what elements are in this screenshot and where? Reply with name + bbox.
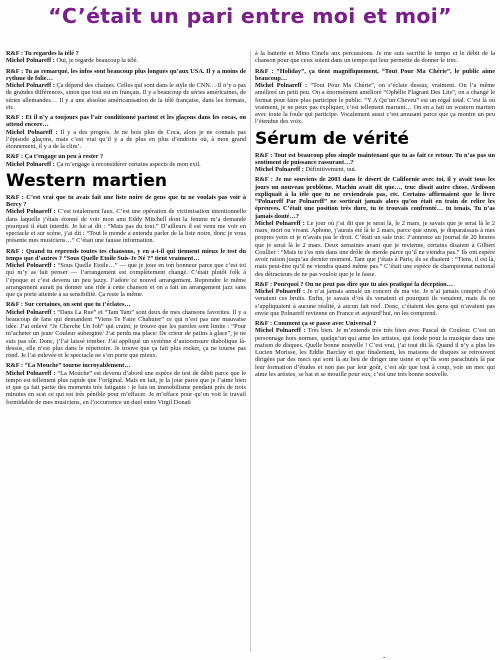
section-heading: Sérum de vérité [255, 128, 409, 149]
end-mark: . [383, 650, 386, 660]
question: R&F : Ça t’engage un peu à rester ? [6, 153, 104, 161]
qa-block [6, 50, 246, 65]
answer: Il y a des progrès. Je ne bois plus de Coca, alors je ne connais pas l’épisode glaçons, mais c’est vrai qu’il y a de plus en plus d’endroits où, à mon grand étonnement, il y a de la clim’. [6, 128, 246, 150]
question: R&F : Comment ça se passe avec Universal ? [255, 320, 377, 327]
speaker-label: Michel Polnareff : [255, 82, 308, 89]
qa-block [255, 68, 495, 126]
speaker-label: Michel Polnareff : [6, 369, 56, 377]
question: R&F : Tu regardes la télé ? [6, 50, 79, 57]
speaker-label: Michel Polnareff : [255, 219, 305, 227]
qa-block [6, 362, 246, 406]
question: R&F : C’est vrai que tu avais fait une liste noire de gens que tu ne voulais pas voir à Bercy ? [6, 193, 246, 208]
answer: “La Mouche” est devenu d’abord une espèce de test de débit parce que le tempo est tellement plus rapide que l’original. Mais en fait, je la joue parce que je l’aime bien et que ça fait partie des moments très fatigants : je fais un immobilisme pendant près de trois minutes en scat ce qui est très pénible pour m’effacer. Je m’efface pour qu’on voit le travail formidable de mes musiciens, en l’occurrence un duel entre Virgil Donati [6, 369, 246, 406]
qa-block [6, 114, 246, 150]
speaker-label: Michel Polnareff : [6, 308, 56, 316]
question: R&F : Tout est beaucoup plus simple maintenant que tu as fait ce retour. Tu n’as pas un sentiment de puissance rassurant…? [255, 151, 495, 166]
answer: Le jour où j’ai dit que je serai là, le 2 mars, je savais que je serai là le 2 mars, mort ou vivant. Aphone, j’aurais été là le 2 mars, parce que sinon, je disparaissais à mes propres yeux et je n’avais pas le droit. C’était un sale truc. J’annonce au journal de 20 heures que je serai là le 2 mars. Deux semaines avant que je revienne, certains disaient à Gilbert Coullier : “Mais tu t’es mis dans une drôle de merde parce qu’il ne viendra pas.” Ils ont espéré avoir raison jusqu’au dernier moment. Tant que j’étais à Paris, ils se disaient : “Tiens, il est là, mais peut-être qu’il ne viendra quand même pas.” C’était une espèce de championnat national des détracteurs de ne pas vouloir que je le fasse. [255, 219, 495, 278]
qa-block [6, 301, 246, 359]
answer: Définitivement, oui. [305, 166, 357, 173]
qa-block [6, 248, 246, 299]
speaker-label: Michel Polnareff : [6, 128, 58, 136]
speaker-label: Michel Polnareff : [6, 82, 55, 89]
speaker-label: Michel Polnareff : [255, 288, 306, 295]
qa-block [6, 68, 246, 112]
right-column [255, 50, 495, 381]
question: R&F : Et il n’y a toujours pas l’air conditionné partout et les glaçons dans les cocas, on attend encore… [6, 114, 246, 129]
qa-block [6, 153, 246, 168]
answer: Très bien. Je m’entends très très bien avec Pascal de Couleur. C’est un personnage hors normes, quelqu’un qui aime les artistes, qui fonde pour la musique dans une maison de disques. Quelle bonne nouvelle ! C’est vrai, j’ai tout dit là. Quand il n’y a plus les Lucien Morisse, les Eddie Barclay et que finalement, les maisons de disques se retrouvent dirigées par des mecs qui sont là au lieu de diriger une usine et qu’ils sont parachutés là par leur formation d’études et non pas par leur goût, c’est sûr que tout à coup, voir un mec qui aime les artistes, se bat et se mouille pour eux, c’est une très bonne nouvelle. [255, 327, 495, 378]
speaker-label: Michel Polnareff : [6, 262, 56, 269]
continued-answer: à la batterie et Mino Cinelu aux percussions. Je me suis sacrifié le tempo et le débit de la chanson pour que ceux soient dans un tempo qui leur permette de donner le truc. [255, 50, 495, 65]
answer: Oui, je regarde beaucoup la télé. [56, 57, 139, 65]
column-divider [250, 50, 251, 652]
answer: Ça dépend des chaînes. Celles qui sont dans le style de CNN… Il n’y a pas de grandes différences, sinon que tout est en français. Il y a beaucoup de séries américaines, de séries allemandes… Il y a une absolue américanisation de la télé française, dans les formats, etc. [6, 82, 246, 111]
qa-block [6, 194, 246, 245]
question: R&F : Quand tu reprends toutes tes chansons, y en a-t-il qui tiennent mieux le test du temps que d’autres ? “Sous Quelle Etoile Suis-Je Né ?” tient vraiment… [6, 247, 246, 262]
left-column [6, 50, 246, 409]
question: R&F : Tu as remarqué, les infos sont beaucoup plus longues qu’aux USA. Il y a moins de rythme de folie… [6, 67, 246, 82]
speaker-label: Michel Polnareff : [6, 208, 56, 216]
qa-block [255, 320, 495, 378]
speaker-label: Michel Polnareff : [255, 166, 304, 173]
answer: “Dans La Rue” et “Tam Tam” sont deux de mes chansons favorites. Il y a beaucoup de fans qui demandent “Viens Te Faire Chahuter” ce qui n’est pas une mauvaise idée. J’ai enlevé “Je Cherche Un Job” qui craint, je trouve que les paroles sont limite : “Pour m’acheter un jean/ Couleur aubergine/ J’ai perdu ma place/ De crieur de patins à glace”, je ne suis pas sûr. Donc, j’l’ai laissé tomber. J’ai appliqué un système d’autocensure diabolique là-dessus, elle n’est plus dans le répertoire. Je trouve que ça fait plus rocker, ça ne tourne pas rond. Je l’ai enlevée et le spectacle ne s’en porte que mieux. [6, 308, 246, 359]
question: R&F : Pourquoi ? On ne peut pas dire que tu aies pratiqué la déception… [255, 280, 453, 288]
answer: “Tout Pour Ma Chérie”, on s’éclate dessus, vraiment. On l’a même amélioré un petit peu. On a énormément amélioré “Ophélie Flagrant Des Lits”, on a changé le format pour faire plus participer le public. “Y A Qu’un Cheveu” est un régal total. C’est là où vraiment, je ne peux pas expliquer, c’est tellement marrant… On en a fait un western martien avec toute la foule qui participe. Vocalement aussi c’est amusant parce que ça montre un peu l’étendue des voix. [255, 82, 495, 126]
speaker-label: Michel Polnareff : [255, 327, 306, 335]
answer: “Sous Quelle Etoile…” — que je joue en ton honneur parce que c’est toi qui m’y as fait penser — l’arrangement est complètement changé. C’était plutôt folk à l’époque et c’est devenu un peu jazzy. J’adore ce nouvel arrangement. Reprendre le même arrangement aurait pu donner une ride à cette chanson et on a fait un arrangement jazz sans que ça porte atteinte à sa sensibilité. Ça reste la même. [6, 262, 246, 298]
question: R&F : Sur certaines, on sent que tu t’éclates… [6, 301, 131, 309]
question: R&F : Je me souviens de 2003 dans le désert de Californie avec toi, il y avait tous les jours un nouveau problème. Machin avait dit que…, truc disait autre chose, Ardisson expliquait à la télé que tu ne reviendrais pas, etc. Certains affirmaient que le livre “Polnareff Par Polnareff” ne sortirait jamais alors qu’on était en train de relire les épreuves. C’était une position très dure, tu te trouvais confronté… tu tenais. Tu n’as jamais douté…? [255, 176, 495, 220]
speaker-label: Michel Polnareff : [6, 160, 55, 168]
qa-block [255, 281, 495, 317]
qa-block [255, 152, 495, 174]
answer: Je n’ai jamais annulé un concert de ma vie. Je n’ai jamais compris d’où venaient ces bruits. Enfin, je savais d’où ils venaient et pourquoi ils venaient, mais ils ne s’appliquaient à aucune réalité, à aucun fait réel. Donc, c’étaient des gens qui n’avaient pas envie que Polnareff revienne en France et aujourd’hui, on les comprend. [255, 288, 495, 317]
question: R&F : “La Mouche” tourne incroyablement… [6, 362, 131, 370]
qa-block [255, 176, 495, 278]
answer: C’est totalement faux. C’est une opération de victimisation intentionnelle dans laquelle j’étais étonné de voir mon ami Eddy Mitchell dont la femme m’a demandé pourquoi il était interdit. Je lui ai dit : “Mais pas du tout.” D’ailleurs il est venu me voir en spectacle et sur scène, j’ai dit : “Tout le monde a entendu parler de la liste noire, donc je vous présente mes musiciens…” C’était une fausse information. [6, 208, 246, 245]
question: R&F : “Holiday”, ça tient magnifiquement, “Tout Pour Ma Chérie”, le public aime beaucoup… [255, 67, 495, 82]
section-heading: Western martien [6, 170, 168, 191]
speaker-label: Michel Polnareff : [6, 57, 55, 65]
article-title: “C’était un pari entre moi et moi” [48, 4, 452, 28]
answer: Ça m’engage à reconsidérer certains aspects de mon exil. [56, 160, 201, 168]
